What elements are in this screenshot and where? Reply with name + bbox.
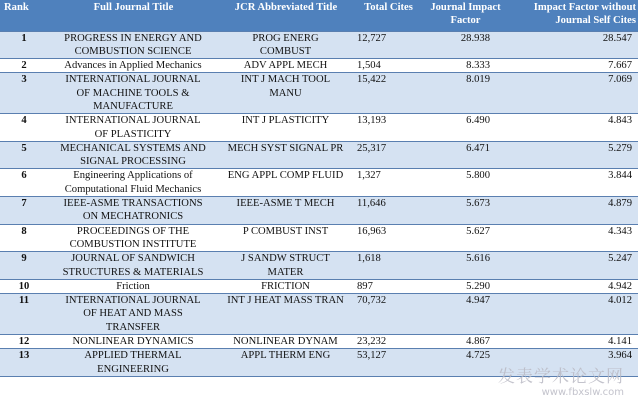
full-title-cell-line: APPLIED THERMAL bbox=[84, 350, 182, 362]
header-abbreviated-title: JCR Abbreviated Title bbox=[218, 0, 354, 31]
rank-cell: 7 bbox=[0, 197, 49, 225]
impact-factor-without-self-cites-cell: 5.279 bbox=[508, 141, 638, 169]
rank-cell: 4 bbox=[0, 114, 49, 142]
abbreviated-title-cell bbox=[218, 197, 354, 225]
rank-cell: 9 bbox=[0, 252, 49, 280]
full-title-cell-line: INTERNATIONAL JOURNAL bbox=[65, 115, 201, 127]
impact-factor-without-self-cites-cell: 4.012 bbox=[508, 294, 638, 335]
abbreviated-title-cell-line: MECH SYST SIGNAL PR bbox=[227, 142, 344, 154]
abbreviated-title-cell-line: PROG ENERG bbox=[252, 32, 319, 44]
impact-factor-cell: 8.019 bbox=[423, 73, 508, 114]
total-cites-cell: 23,232 bbox=[354, 335, 423, 349]
table-row bbox=[0, 59, 638, 73]
total-cites-cell: 13,193 bbox=[354, 114, 423, 142]
full-title-cell bbox=[49, 197, 218, 225]
header-journal-impact-factor bbox=[423, 0, 508, 31]
rank-cell: 3 bbox=[0, 73, 49, 114]
rank-cell: 13 bbox=[0, 349, 49, 377]
total-cites-cell: 1,618 bbox=[354, 252, 423, 280]
impact-factor-cell: 5.627 bbox=[423, 224, 508, 252]
impact-factor-without-self-cites-cell: 7.069 bbox=[508, 73, 638, 114]
impact-factor-cell: 5.800 bbox=[423, 169, 508, 197]
table-row bbox=[0, 335, 638, 349]
table-row bbox=[0, 294, 638, 335]
impact-factor-without-self-cites-cell: 7.667 bbox=[508, 59, 638, 73]
header-row bbox=[0, 0, 638, 31]
impact-factor-without-self-cites-cell: 4.343 bbox=[508, 224, 638, 252]
full-title-cell bbox=[49, 294, 218, 335]
full-title-cell-line: COMBUSTION SCIENCE bbox=[74, 45, 192, 57]
full-title-cell bbox=[49, 31, 218, 59]
impact-factor-without-self-cites-cell: 4.879 bbox=[508, 197, 638, 225]
abbreviated-title-cell bbox=[218, 31, 354, 59]
table-row bbox=[0, 197, 638, 225]
full-title-cell bbox=[49, 59, 218, 73]
abbreviated-title-cell bbox=[218, 169, 354, 197]
abbreviated-title-cell-line: INT J HEAT MASS TRAN bbox=[227, 295, 344, 307]
full-title-cell-line: TRANSFER bbox=[105, 321, 161, 333]
full-title-cell-line: JOURNAL OF SANDWICH bbox=[71, 253, 195, 265]
table-row bbox=[0, 169, 638, 197]
abbreviated-title-cell-line: IEEE-ASME T MECH bbox=[236, 198, 335, 210]
full-title-cell-line: STRUCTURES & MATERIALS bbox=[62, 266, 204, 278]
full-title-cell bbox=[49, 73, 218, 114]
total-cites-cell: 25,317 bbox=[354, 141, 423, 169]
full-title-cell bbox=[49, 279, 218, 293]
total-cites-cell: 897 bbox=[354, 279, 423, 293]
full-title-cell-line: Computational Fluid Mechanics bbox=[64, 183, 202, 195]
full-title-cell bbox=[49, 224, 218, 252]
impact-factor-cell: 5.616 bbox=[423, 252, 508, 280]
table-row bbox=[0, 279, 638, 293]
header-full-title: Full Journal Title bbox=[49, 0, 218, 31]
header-impact-factor-without-self-cites bbox=[508, 0, 638, 31]
full-title-cell-line: PROGRESS IN ENERGY AND bbox=[64, 32, 202, 44]
impact-factor-without-self-cites-cell: 3.964 bbox=[508, 349, 638, 377]
abbreviated-title-cell bbox=[218, 114, 354, 142]
rank-cell: 12 bbox=[0, 335, 49, 349]
abbreviated-title-cell-line: INT J PLASTICITY bbox=[241, 115, 330, 127]
full-title-cell bbox=[49, 335, 218, 349]
abbreviated-title-cell bbox=[218, 335, 354, 349]
rank-cell: 5 bbox=[0, 141, 49, 169]
table-row bbox=[0, 73, 638, 114]
table-header bbox=[0, 0, 638, 31]
full-title-cell-line: Friction bbox=[116, 280, 150, 292]
impact-factor-cell: 4.867 bbox=[423, 335, 508, 349]
abbreviated-title-cell bbox=[218, 294, 354, 335]
impact-factor-cell: 4.725 bbox=[423, 349, 508, 377]
total-cites-cell: 16,963 bbox=[354, 224, 423, 252]
full-title-cell bbox=[49, 252, 218, 280]
full-title-cell-line: NONLINEAR DYNAMICS bbox=[72, 336, 194, 348]
full-title-cell-line: IEEE-ASME TRANSACTIONS bbox=[63, 198, 203, 210]
abbreviated-title-cell-line: COMBUST bbox=[259, 45, 312, 57]
header-jif-line-2: Factor bbox=[450, 15, 481, 26]
full-title-cell-line: PROCEEDINGS OF THE bbox=[76, 225, 190, 237]
impact-factor-cell: 28.938 bbox=[423, 31, 508, 59]
total-cites-cell: 12,727 bbox=[354, 31, 423, 59]
abbreviated-title-cell-line: NONLINEAR DYNAM bbox=[233, 336, 338, 348]
table-row bbox=[0, 252, 638, 280]
header-ifw-line-1: Impact Factor without bbox=[533, 2, 636, 13]
impact-factor-cell: 5.673 bbox=[423, 197, 508, 225]
header-ifw-line-2: Journal Self Cites bbox=[555, 15, 636, 26]
abbreviated-title-cell-line: MATER bbox=[267, 266, 304, 278]
abbreviated-title-cell bbox=[218, 73, 354, 114]
full-title-cell-line: MANUFACTURE bbox=[93, 100, 173, 112]
watermark-url: www.fbxslw.com bbox=[541, 387, 624, 398]
full-title-cell-line: INTERNATIONAL JOURNAL bbox=[65, 74, 201, 86]
full-title-cell bbox=[49, 114, 218, 142]
rank-cell: 10 bbox=[0, 279, 49, 293]
abbreviated-title-cell-line: J SANDW STRUCT bbox=[241, 253, 330, 265]
total-cites-cell: 70,732 bbox=[354, 294, 423, 335]
impact-factor-without-self-cites-cell: 4.141 bbox=[508, 335, 638, 349]
total-cites-cell: 1,504 bbox=[354, 59, 423, 73]
rank-cell: 1 bbox=[0, 31, 49, 59]
rank-cell: 6 bbox=[0, 169, 49, 197]
full-title-cell-line: ENGINEERING bbox=[97, 363, 169, 375]
impact-factor-without-self-cites-cell: 5.247 bbox=[508, 252, 638, 280]
table-row bbox=[0, 141, 638, 169]
rank-cell: 11 bbox=[0, 294, 49, 335]
impact-factor-cell: 5.290 bbox=[423, 279, 508, 293]
full-title-cell-line: OF HEAT AND MASS bbox=[83, 308, 183, 320]
abbreviated-title-cell-line: ADV APPL MECH bbox=[243, 60, 328, 72]
full-title-cell-line: OF MACHINE TOOLS & bbox=[76, 87, 190, 99]
abbreviated-title-cell-line: P COMBUST INST bbox=[242, 225, 329, 237]
abbreviated-title-cell bbox=[218, 279, 354, 293]
site-watermark bbox=[498, 362, 624, 398]
impact-factor-cell: 6.490 bbox=[423, 114, 508, 142]
watermark-title: 发表学术论文网 bbox=[498, 367, 624, 387]
table-row bbox=[0, 31, 638, 59]
full-title-cell-line: Engineering Applications of bbox=[73, 170, 193, 182]
abbreviated-title-cell bbox=[218, 224, 354, 252]
abbreviated-title-cell bbox=[218, 349, 354, 377]
rank-cell: 2 bbox=[0, 59, 49, 73]
abbreviated-title-cell-line: INT J MACH TOOL bbox=[240, 74, 331, 86]
total-cites-cell: 11,646 bbox=[354, 197, 423, 225]
impact-factor-cell: 6.471 bbox=[423, 141, 508, 169]
full-title-cell bbox=[49, 141, 218, 169]
total-cites-cell: 53,127 bbox=[354, 349, 423, 377]
full-title-cell-line: COMBUSTION INSTITUTE bbox=[69, 238, 197, 250]
impact-factor-cell: 4.947 bbox=[423, 294, 508, 335]
impact-factor-without-self-cites-cell: 4.843 bbox=[508, 114, 638, 142]
full-title-cell-line: INTERNATIONAL JOURNAL bbox=[65, 295, 201, 307]
total-cites-cell: 15,422 bbox=[354, 73, 423, 114]
full-title-cell-line: ON MECHATRONICS bbox=[82, 211, 184, 223]
full-title-cell bbox=[49, 349, 218, 377]
full-title-cell bbox=[49, 169, 218, 197]
table-row bbox=[0, 224, 638, 252]
header-total-cites: Total Cites bbox=[354, 0, 423, 31]
impact-factor-without-self-cites-cell: 28.547 bbox=[508, 31, 638, 59]
header-jif-line-1: Journal Impact bbox=[430, 2, 501, 13]
abbreviated-title-cell-line: FRICTION bbox=[261, 280, 310, 292]
table-row bbox=[0, 114, 638, 142]
total-cites-cell: 1,327 bbox=[354, 169, 423, 197]
abbreviated-title-cell-line: ENG APPL COMP FLUID bbox=[227, 170, 344, 182]
abbreviated-title-cell-line: APPL THERM ENG bbox=[240, 350, 331, 362]
abbreviated-title-cell-line: MANU bbox=[269, 87, 302, 99]
header-rank: Rank bbox=[0, 0, 49, 31]
impact-factor-without-self-cites-cell: 4.942 bbox=[508, 279, 638, 293]
impact-factor-cell: 8.333 bbox=[423, 59, 508, 73]
full-title-cell-line: SIGNAL PROCESSING bbox=[80, 156, 186, 168]
rank-cell: 8 bbox=[0, 224, 49, 252]
full-title-cell-line: MECHANICAL SYSTEMS AND bbox=[60, 142, 206, 154]
full-title-cell-line: Advances in Applied Mechanics bbox=[64, 60, 202, 72]
full-title-cell-line: OF PLASTICITY bbox=[94, 128, 172, 140]
abbreviated-title-cell bbox=[218, 252, 354, 280]
abbreviated-title-cell bbox=[218, 59, 354, 73]
abbreviated-title-cell bbox=[218, 141, 354, 169]
impact-factor-without-self-cites-cell: 3.844 bbox=[508, 169, 638, 197]
table-body bbox=[0, 31, 638, 376]
